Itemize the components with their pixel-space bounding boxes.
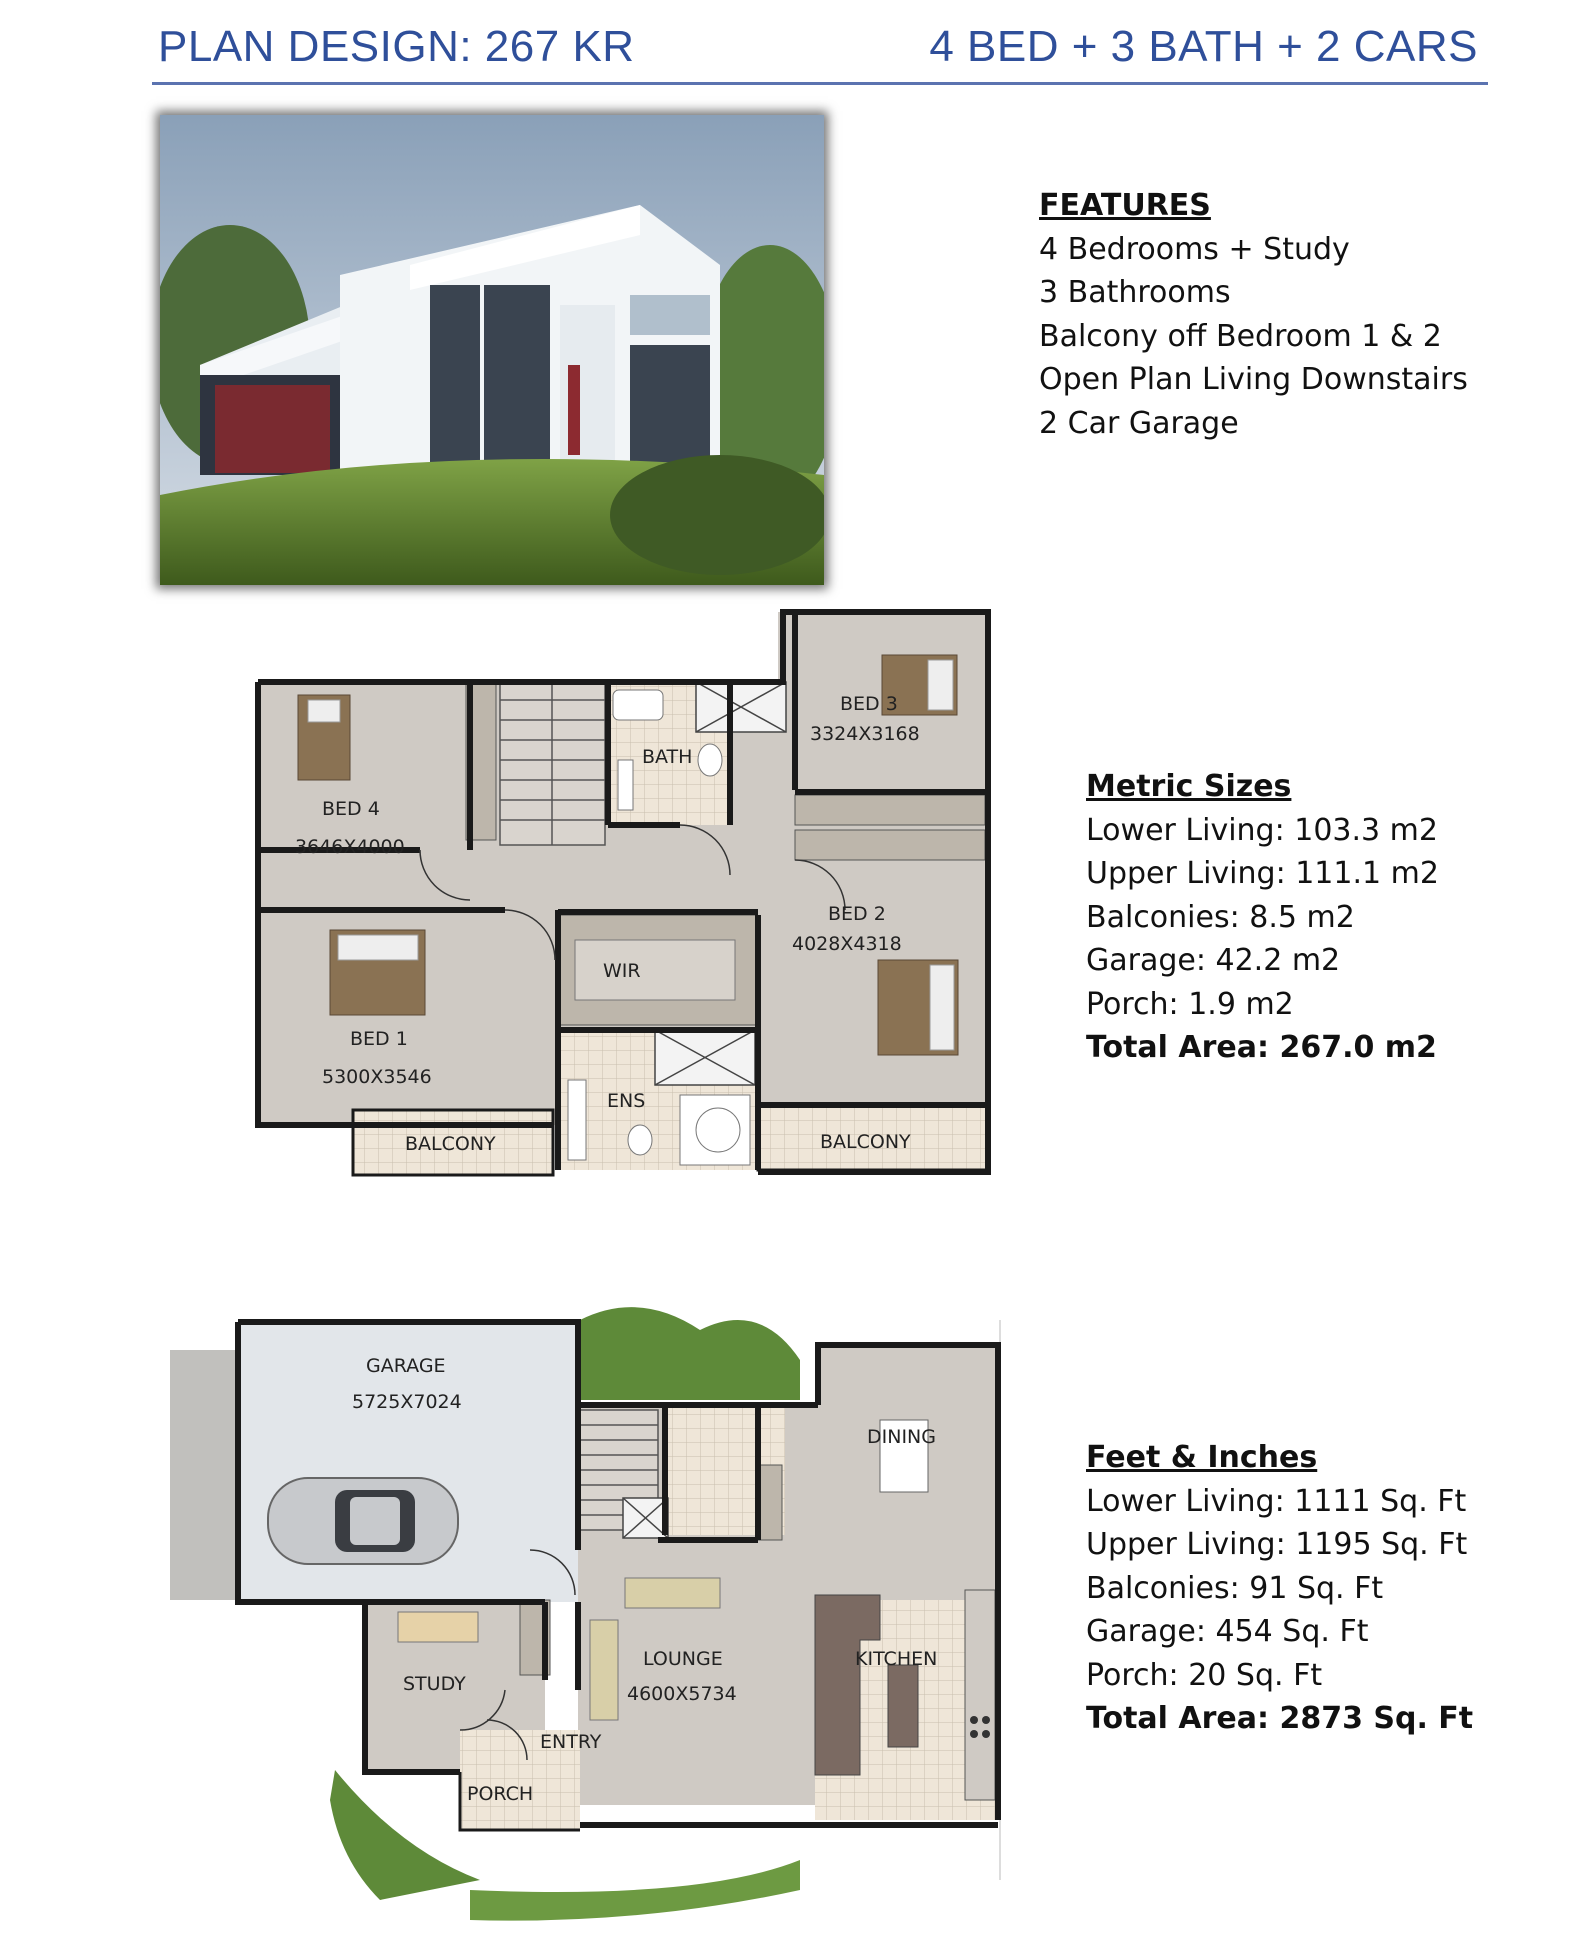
car-icon: [268, 1478, 458, 1564]
imperial-item: Upper Living: 1195 Sq. Ft: [1086, 1527, 1468, 1562]
room-label-bed3: BED 3: [840, 693, 898, 715]
imperial-item: Porch: 20 Sq. Ft: [1086, 1657, 1323, 1693]
metric-total: Total Area: 267.0 m2: [1086, 1030, 1437, 1065]
room-size-bed3: 3324X3168: [810, 723, 920, 745]
room-label-bed4: BED 4: [322, 798, 380, 820]
room-label-bed2: BED 2: [828, 903, 886, 925]
room-size-garage: 5725X7024: [352, 1391, 462, 1413]
room-size-bed1: 5300X3546: [322, 1066, 432, 1088]
feature-item: 2 Car Garage: [1039, 405, 1239, 441]
room-label-bath: BATH: [642, 746, 693, 768]
imperial-item: Lower Living: 1111 Sq. Ft: [1086, 1483, 1467, 1519]
room-size-lounge: 4600X5734: [627, 1683, 737, 1705]
room-label-lounge: LOUNGE: [643, 1648, 723, 1670]
metric-item: Upper Living: 111.1 m2: [1086, 856, 1439, 891]
room-size-bed2: 4028X4318: [792, 933, 902, 955]
room-label-balcony-right: BALCONY: [820, 1131, 911, 1153]
room-label-garage: GARAGE: [366, 1355, 446, 1377]
room-label-entry: ENTRY: [540, 1731, 602, 1753]
imperial-total: Total Area: 2873 Sq. Ft: [1086, 1701, 1474, 1736]
features-heading: FEATURES: [1039, 188, 1211, 223]
room-label-kitchen: KITCHEN: [855, 1648, 938, 1670]
room-label-ens: ENS: [607, 1090, 646, 1112]
feature-item: Open Plan Living Downstairs: [1039, 362, 1468, 397]
metric-heading: Metric Sizes: [1086, 769, 1292, 804]
feature-item: 3 Bathrooms: [1039, 275, 1231, 310]
metric-item: Garage: 42.2 m2: [1086, 943, 1341, 978]
room-label-wir: WIR: [603, 960, 641, 982]
metric-item: Porch: 1.9 m2: [1086, 986, 1294, 1022]
room-label-dining: DINING: [867, 1426, 936, 1448]
room-size-bed4: 3646X4000: [295, 836, 405, 858]
imperial-item: Garage: 454 Sq. Ft: [1086, 1614, 1369, 1649]
feature-item: Balcony off Bedroom 1 & 2: [1039, 318, 1442, 354]
room-label-balcony-left: BALCONY: [405, 1133, 496, 1155]
metric-item: Lower Living: 103.3 m2: [1086, 812, 1438, 848]
imperial-heading: Feet & Inches: [1086, 1440, 1318, 1475]
plan-summary: 4 BED + 3 BATH + 2 CARS: [929, 22, 1478, 71]
room-label-porch: PORCH: [467, 1783, 534, 1805]
metric-item: Balconies: 8.5 m2: [1086, 899, 1355, 935]
plan-title: PLAN DESIGN: 267 KR: [158, 22, 635, 71]
feature-item: 4 Bedrooms + Study: [1039, 231, 1350, 267]
imperial-item: Balconies: 91 Sq. Ft: [1086, 1570, 1384, 1606]
room-label-bed1: BED 1: [350, 1028, 408, 1050]
room-label-study: STUDY: [403, 1673, 466, 1695]
